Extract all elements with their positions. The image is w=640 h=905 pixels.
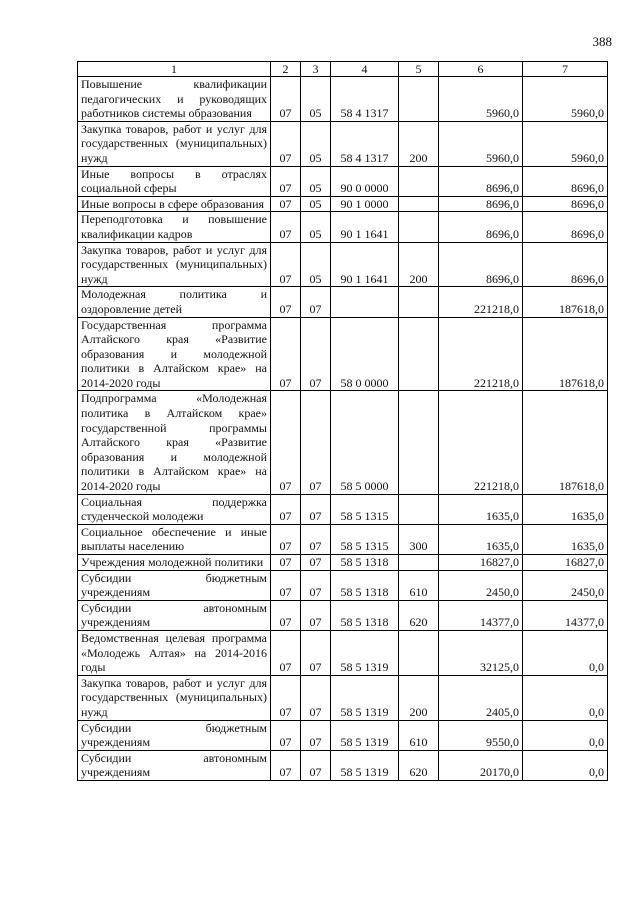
- row-name: Учреждения молодежной политики: [78, 555, 271, 571]
- row-name: Подпрограмма «Молодежная политика в Алтайском крае» государственной программы Алтайского края «Развитие образования и молодежной политики в Алтайском крае» на 2014-2020 годы: [78, 391, 271, 494]
- row-name: Субсидии бюджетным учреждениям: [78, 570, 271, 600]
- amount-col7: 2450,0: [523, 570, 608, 600]
- table-row: [78, 317, 608, 391]
- table-row: [78, 212, 608, 242]
- target-article-code: 90 1 0000: [331, 196, 399, 212]
- amount-col7: 8696,0: [523, 212, 608, 242]
- target-article-code: 58 5 1319: [331, 675, 399, 720]
- amount-col7: 1635,0: [523, 524, 608, 554]
- table-row: [78, 524, 608, 554]
- target-article-code: 90 1 1641: [331, 212, 399, 242]
- expense-type-code: 200: [399, 675, 439, 720]
- table-body: [78, 77, 608, 781]
- table-row: [78, 287, 608, 317]
- expense-type-code: [399, 196, 439, 212]
- expense-type-code: [399, 287, 439, 317]
- target-article-code: 58 5 1318: [331, 570, 399, 600]
- column-header: 3: [301, 62, 331, 77]
- page-number: 388: [592, 34, 612, 49]
- table-row: [78, 630, 608, 675]
- target-article-code: 58 5 1319: [331, 750, 399, 780]
- table-row: [78, 242, 608, 287]
- section-code: 07: [271, 242, 301, 287]
- target-article-code: 58 4 1317: [331, 121, 399, 166]
- table-row: [78, 750, 608, 780]
- amount-col6: 8696,0: [439, 212, 523, 242]
- expense-type-code: [399, 212, 439, 242]
- amount-col7: 1635,0: [523, 494, 608, 524]
- target-article-code: 58 5 1318: [331, 555, 399, 571]
- amount-col7: 0,0: [523, 750, 608, 780]
- target-article-code: 90 1 1641: [331, 242, 399, 287]
- table-row: [78, 675, 608, 720]
- column-header: 4: [331, 62, 399, 77]
- section-code: 07: [271, 196, 301, 212]
- column-header: 6: [439, 62, 523, 77]
- amount-col6: 1635,0: [439, 524, 523, 554]
- amount-col7: 0,0: [523, 720, 608, 750]
- amount-col6: 5960,0: [439, 77, 523, 122]
- table-row: [78, 494, 608, 524]
- row-name: Государственная программа Алтайского края «Развитие образования и молодежной политики в Алтайском крае» на 2014-2020 годы: [78, 317, 271, 391]
- amount-col6: 32125,0: [439, 630, 523, 675]
- table-row: [78, 166, 608, 196]
- target-article-code: 58 4 1317: [331, 77, 399, 122]
- target-article-code: [331, 287, 399, 317]
- table-header: [78, 62, 608, 77]
- section-code: 07: [271, 555, 301, 571]
- row-name: Закупка товаров, работ и услуг для государственных (муниципальных) нужд: [78, 675, 271, 720]
- target-article-code: 58 5 1318: [331, 600, 399, 630]
- row-name: Молодежная политика и оздоровление детей: [78, 287, 271, 317]
- expense-type-code: [399, 317, 439, 391]
- row-name: Иные вопросы в отраслях социальной сферы: [78, 166, 271, 196]
- section-code: 07: [271, 166, 301, 196]
- subsection-code: 07: [301, 570, 331, 600]
- row-name: Субсидии автономным учреждениям: [78, 750, 271, 780]
- row-name: Закупка товаров, работ и услуг для государственных (муниципальных) нужд: [78, 242, 271, 287]
- target-article-code: 58 5 1319: [331, 630, 399, 675]
- expense-type-code: 610: [399, 570, 439, 600]
- amount-col7: 187618,0: [523, 317, 608, 391]
- header-row: [78, 62, 608, 77]
- section-code: 07: [271, 600, 301, 630]
- amount-col6: 221218,0: [439, 391, 523, 494]
- table-row: [78, 555, 608, 571]
- subsection-code: 07: [301, 524, 331, 554]
- expense-type-code: 200: [399, 242, 439, 287]
- subsection-code: 07: [301, 317, 331, 391]
- table-row: [78, 77, 608, 122]
- subsection-code: 05: [301, 196, 331, 212]
- row-name: Повышение квалификации педагогических и руководящих работников системы образования: [78, 77, 271, 122]
- section-code: 07: [271, 77, 301, 122]
- section-code: 07: [271, 675, 301, 720]
- section-code: 07: [271, 212, 301, 242]
- column-header: 5: [399, 62, 439, 77]
- subsection-code: 07: [301, 494, 331, 524]
- amount-col6: 14377,0: [439, 600, 523, 630]
- column-header: 7: [523, 62, 608, 77]
- subsection-code: 05: [301, 242, 331, 287]
- subsection-code: 05: [301, 166, 331, 196]
- expense-type-code: 620: [399, 750, 439, 780]
- amount-col6: 9550,0: [439, 720, 523, 750]
- amount-col7: 8696,0: [523, 196, 608, 212]
- amount-col6: 221218,0: [439, 287, 523, 317]
- expense-type-code: [399, 77, 439, 122]
- table-row: [78, 391, 608, 494]
- amount-col6: 1635,0: [439, 494, 523, 524]
- target-article-code: 58 5 0000: [331, 391, 399, 494]
- row-name: Социальное обеспечение и иные выплаты населению: [78, 524, 271, 554]
- amount-col6: 8696,0: [439, 166, 523, 196]
- target-article-code: 58 0 0000: [331, 317, 399, 391]
- amount-col6: 2405,0: [439, 675, 523, 720]
- amount-col6: 5960,0: [439, 121, 523, 166]
- amount-col6: 16827,0: [439, 555, 523, 571]
- subsection-code: 07: [301, 287, 331, 317]
- subsection-code: 05: [301, 212, 331, 242]
- row-name: Субсидии бюджетным учреждениям: [78, 720, 271, 750]
- expense-type-code: 200: [399, 121, 439, 166]
- expense-type-code: 610: [399, 720, 439, 750]
- section-code: 07: [271, 317, 301, 391]
- section-code: 07: [271, 287, 301, 317]
- amount-col7: 16827,0: [523, 555, 608, 571]
- expense-type-code: [399, 494, 439, 524]
- target-article-code: 58 5 1319: [331, 720, 399, 750]
- amount-col7: 0,0: [523, 630, 608, 675]
- amount-col7: 8696,0: [523, 166, 608, 196]
- amount-col7: 0,0: [523, 675, 608, 720]
- target-article-code: 90 0 0000: [331, 166, 399, 196]
- table-row: [78, 196, 608, 212]
- amount-col7: 8696,0: [523, 242, 608, 287]
- section-code: 07: [271, 121, 301, 166]
- section-code: 07: [271, 494, 301, 524]
- budget-table: [77, 61, 608, 781]
- amount-col7: 187618,0: [523, 391, 608, 494]
- expense-type-code: [399, 630, 439, 675]
- row-name: Социальная поддержка студенческой молодежи: [78, 494, 271, 524]
- expense-type-code: [399, 166, 439, 196]
- expense-type-code: 620: [399, 600, 439, 630]
- subsection-code: 07: [301, 391, 331, 494]
- section-code: 07: [271, 391, 301, 494]
- amount-col7: 5960,0: [523, 121, 608, 166]
- amount-col7: 187618,0: [523, 287, 608, 317]
- row-name: Субсидии автономным учреждениям: [78, 600, 271, 630]
- section-code: 07: [271, 720, 301, 750]
- row-name: Иные вопросы в сфере образования: [78, 196, 271, 212]
- expense-type-code: [399, 391, 439, 494]
- table-row: [78, 570, 608, 600]
- section-code: 07: [271, 570, 301, 600]
- expense-type-code: 300: [399, 524, 439, 554]
- amount-col7: 5960,0: [523, 77, 608, 122]
- column-header: 2: [271, 62, 301, 77]
- subsection-code: 07: [301, 750, 331, 780]
- table-row: [78, 600, 608, 630]
- amount-col6: 2450,0: [439, 570, 523, 600]
- row-name: Ведомственная целевая программа «Молодежь Алтая» на 2014-2016 годы: [78, 630, 271, 675]
- subsection-code: 07: [301, 555, 331, 571]
- section-code: 07: [271, 750, 301, 780]
- subsection-code: 07: [301, 630, 331, 675]
- amount-col6: 221218,0: [439, 317, 523, 391]
- section-code: 07: [271, 524, 301, 554]
- amount-col6: 8696,0: [439, 242, 523, 287]
- subsection-code: 07: [301, 720, 331, 750]
- amount-col7: 14377,0: [523, 600, 608, 630]
- subsection-code: 05: [301, 77, 331, 122]
- subsection-code: 07: [301, 675, 331, 720]
- amount-col6: 8696,0: [439, 196, 523, 212]
- row-name: Переподготовка и повышение квалификации кадров: [78, 212, 271, 242]
- subsection-code: 05: [301, 121, 331, 166]
- section-code: 07: [271, 630, 301, 675]
- table-row: [78, 720, 608, 750]
- table-row: [78, 121, 608, 166]
- column-header: 1: [78, 62, 271, 77]
- target-article-code: 58 5 1315: [331, 494, 399, 524]
- subsection-code: 07: [301, 600, 331, 630]
- target-article-code: 58 5 1315: [331, 524, 399, 554]
- row-name: Закупка товаров, работ и услуг для государственных (муниципальных) нужд: [78, 121, 271, 166]
- expense-type-code: [399, 555, 439, 571]
- amount-col6: 20170,0: [439, 750, 523, 780]
